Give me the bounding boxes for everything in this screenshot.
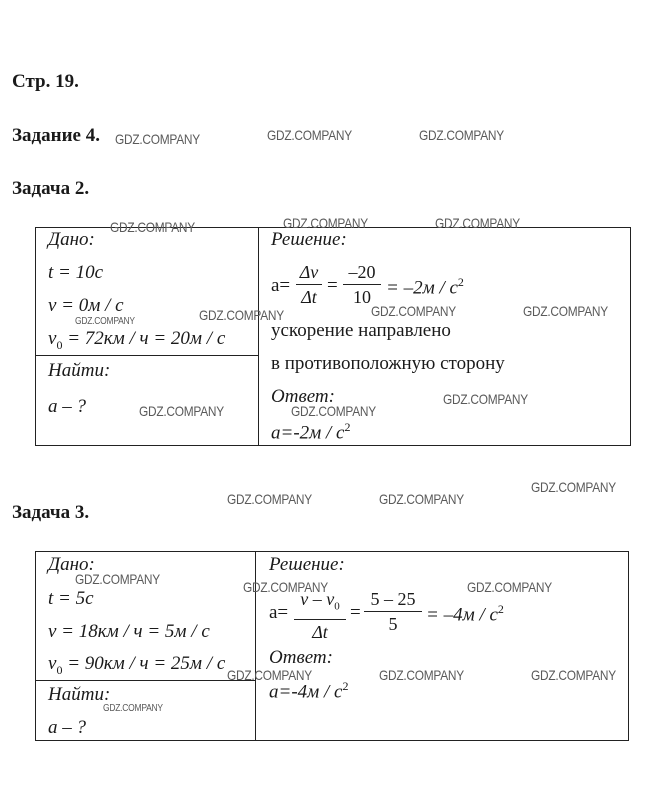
watermark: GDZ.COMPANY: [267, 127, 352, 143]
watermark: GDZ.COMPANY: [531, 479, 616, 495]
task2-title: Задача 2.: [12, 178, 90, 199]
watermark: GDZ.COMPANY: [110, 219, 195, 235]
task3-divider-horizontal: [35, 680, 256, 681]
watermark: GDZ.COMPANY: [379, 491, 464, 507]
task3-solution-label: Решение:: [269, 554, 345, 575]
task3-answer-label: Ответ:: [269, 647, 333, 668]
watermark: GDZ.COMPANY: [115, 131, 200, 147]
task2-note-line2: в противоположную сторону: [271, 353, 505, 374]
watermark: GDZ.COMPANY: [75, 571, 160, 587]
watermark: GDZ.COMPANY: [291, 403, 376, 419]
task2-divider-horizontal: [35, 355, 259, 356]
task2-fraction-values: –20 10: [343, 262, 381, 307]
watermark: GDZ.COMPANY: [227, 491, 312, 507]
task2-answer: $a=-2м / c^2$: [271, 420, 351, 444]
page-number: Стр. 19.: [12, 71, 79, 92]
task2-given-label: Дано:: [48, 229, 95, 250]
task3-title: Задача 3.: [12, 502, 90, 523]
task3-result: = $-4м / c^2$: [426, 602, 504, 626]
task2-equals: =: [327, 275, 338, 296]
task3-given-v0: $v_0 = 90км / ч = 25м / c$: [48, 653, 226, 677]
watermark: GDZ.COMPANY: [199, 307, 284, 323]
task3-given-t: t = 5c: [48, 588, 94, 609]
task2-fraction-delta: Δv Δt: [296, 262, 322, 307]
watermark: GDZ.COMPANY: [283, 215, 368, 231]
watermark: GDZ.COMPANY: [443, 391, 528, 407]
task3-find-label: Найти:: [48, 684, 111, 705]
task3-find-value: a – ?: [48, 717, 86, 738]
watermark: GDZ.COMPANY: [103, 703, 163, 714]
task3-given-label: Дано:: [48, 554, 95, 575]
task2-divider-vertical: [258, 227, 259, 445]
watermark: GDZ.COMPANY: [227, 667, 312, 683]
task2-result: = $-2м / c^2$: [386, 275, 464, 299]
task2-note-line1: ускорение направлено: [271, 320, 451, 341]
watermark: GDZ.COMPANY: [371, 303, 456, 319]
watermark: GDZ.COMPANY: [467, 579, 552, 595]
task2-answer-label: Ответ:: [271, 386, 335, 407]
watermark: GDZ.COMPANY: [379, 667, 464, 683]
task3-a-equals: a=: [269, 602, 289, 623]
assignment-title: Задание 4.: [12, 125, 100, 146]
task2-given-v0: $v_0 = 72км / ч = 20м / c$: [48, 328, 226, 352]
task2-find-label: Найти:: [48, 360, 111, 381]
task2-find-value: a – ?: [48, 396, 86, 417]
watermark: GDZ.COMPANY: [243, 579, 328, 595]
task2-a-equals: a=: [271, 275, 291, 296]
watermark: GDZ.COMPANY: [523, 303, 608, 319]
task2-solution-label: Решение:: [271, 229, 347, 250]
watermark: GDZ.COMPANY: [419, 127, 504, 143]
task3-equals: =: [350, 602, 361, 623]
task3-fraction-delta: v – $v_0$ Δt: [294, 589, 346, 642]
task3-answer: $a=-4м / c^2$: [269, 679, 349, 703]
watermark: GDZ.COMPANY: [75, 316, 135, 327]
watermark: GDZ.COMPANY: [139, 403, 224, 419]
watermark: GDZ.COMPANY: [435, 215, 520, 231]
watermark: GDZ.COMPANY: [531, 667, 616, 683]
task2-given-t: t = 10c: [48, 262, 104, 283]
task3-given-v: v = 18км / ч = 5м / c: [48, 621, 210, 642]
task3-fraction-values: 5 – 25 5: [364, 589, 422, 634]
task2-given-v: v = 0м / c: [48, 295, 124, 316]
